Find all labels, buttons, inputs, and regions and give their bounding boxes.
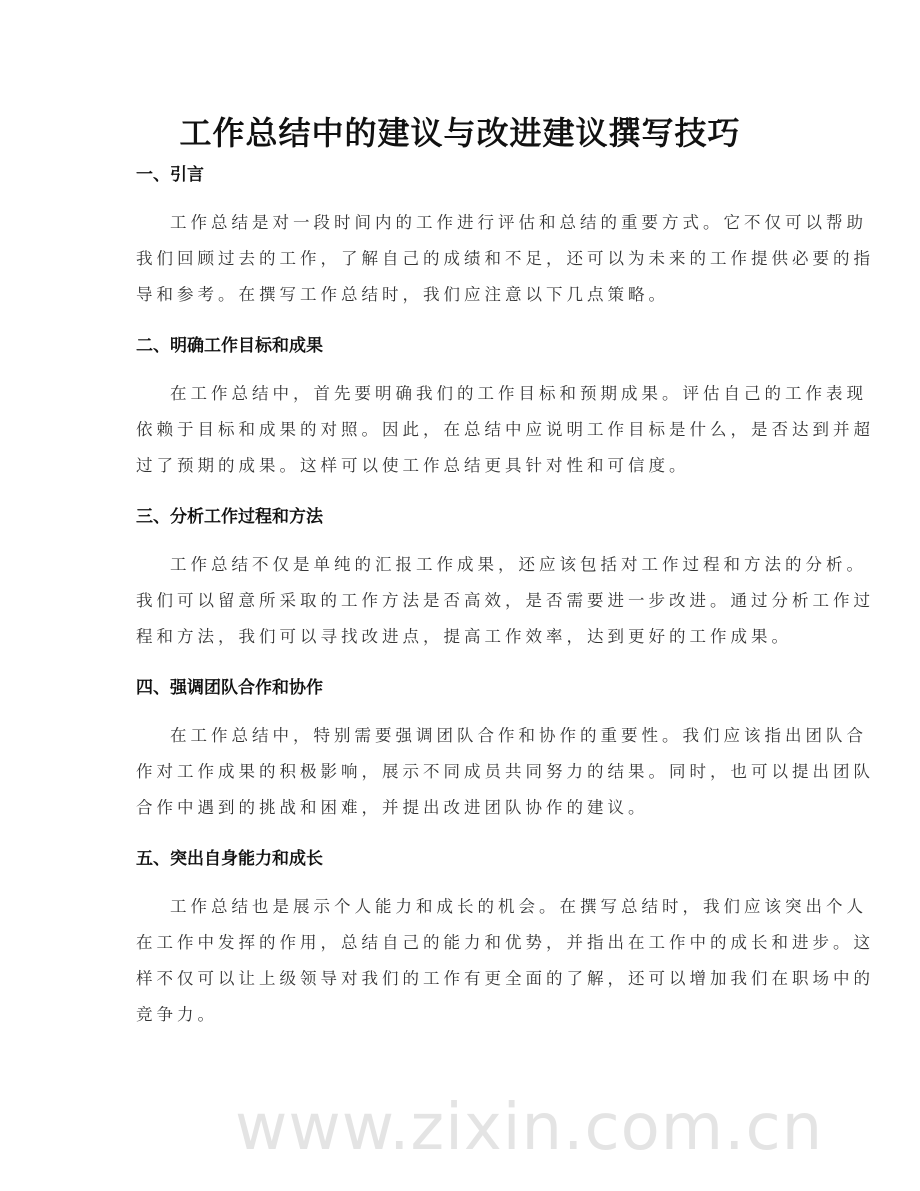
paragraph-line: 作对工作成果的积极影响，展示不同成员共同努力的结果。同时，也可以提出团队: [136, 762, 874, 781]
section-heading: 三、分析工作过程和方法: [136, 507, 323, 527]
paragraph-line: 程和方法，我们可以寻找改进点，提高工作效率，达到更好的工作成果。: [136, 627, 792, 646]
paragraph-line: 竞争力。: [136, 1005, 218, 1024]
paragraph-line: 工作总结是对一段时间内的工作进行评估和总结的重要方式。它不仅可以帮助: [170, 213, 867, 232]
section-heading: 五、突出自身能力和成长: [136, 849, 323, 869]
section-heading: 一、引言: [136, 165, 204, 185]
paragraph-line: 工作总结也是展示个人能力和成长的机会。在撰写总结时，我们应该突出个人: [170, 897, 867, 916]
paragraph-line: 合作中遇到的挑战和困难，并提出改进团队协作的建议。: [136, 798, 649, 817]
paragraph-line: 我们回顾过去的工作，了解自己的成绩和不足，还可以为未来的工作提供必要的指: [136, 249, 874, 268]
section: [136, 499, 874, 655]
section: [136, 841, 874, 1033]
paragraph: [136, 205, 874, 313]
section-heading: 二、明确工作目标和成果: [136, 336, 323, 356]
section: [136, 328, 874, 484]
paragraph: [136, 547, 874, 655]
section: [136, 157, 874, 313]
paragraph: [136, 718, 874, 826]
section: [136, 670, 874, 826]
document-title: 工作总结中的建议与改进建议撰写技巧: [179, 114, 741, 152]
paragraph-line: 在工作总结中，首先要明确我们的工作目标和预期成果。评估自己的工作表现: [170, 384, 867, 403]
paragraph-line: 工作总结不仅是单纯的汇报工作成果，还应该包括对工作过程和方法的分析。: [170, 555, 867, 574]
paragraph-line: 在工作中发挥的作用，总结自己的能力和优势，并指出在工作中的成长和进步。这: [136, 933, 874, 952]
paragraph: [136, 376, 874, 484]
paragraph-line: 过了预期的成果。这样可以使工作总结更具针对性和可信度。: [136, 456, 690, 475]
paragraph-line: 依赖于目标和成果的对照。因此，在总结中应说明工作目标是什么，是否达到并超: [136, 420, 874, 439]
paragraph-line: 样不仅可以让上级领导对我们的工作有更全面的了解，还可以增加我们在职场中的: [136, 969, 874, 988]
paragraph-line: 在工作总结中，特别需要强调团队合作和协作的重要性。我们应该指出团队合: [170, 726, 867, 745]
paragraph: [136, 889, 874, 1033]
document-body: [136, 157, 874, 1048]
paragraph-line: 导和参考。在撰写工作总结时，我们应注意以下几点策略。: [136, 285, 669, 304]
section-heading: 四、强调团队合作和协作: [136, 678, 323, 698]
paragraph-line: 我们可以留意所采取的工作方法是否高效，是否需要进一步改进。通过分析工作过: [136, 591, 874, 610]
watermark: www.zixin.com.cn: [235, 1091, 824, 1165]
